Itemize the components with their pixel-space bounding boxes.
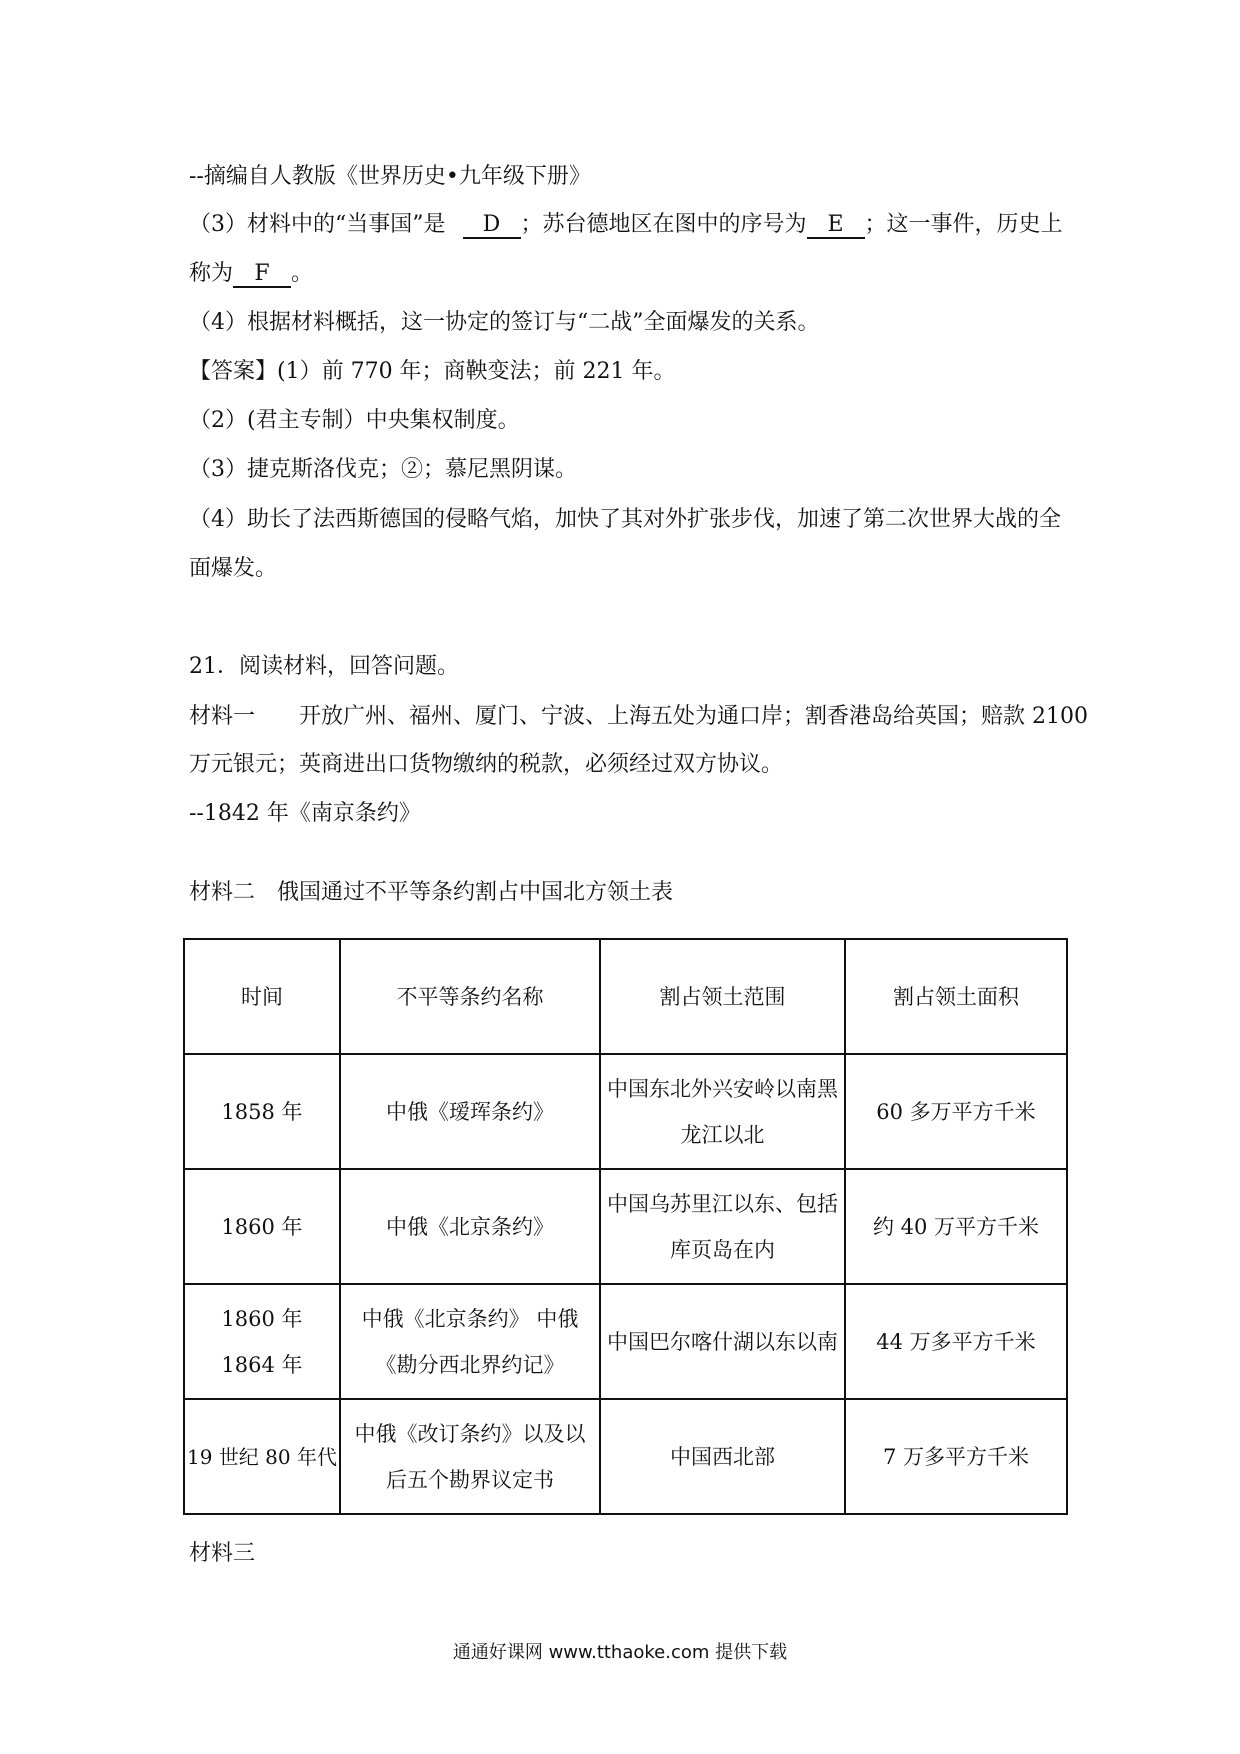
table-row	[184, 1284, 1067, 1399]
source-line: --摘编自人教版《世界历史•九年级下册》	[189, 164, 591, 189]
question-3-line2	[189, 259, 313, 289]
text: （3）材料中的“当事国”是	[189, 212, 446, 237]
material-1-line2: 万元银元；英商进出口货物缴纳的税款，必须经过双方协议。	[189, 752, 784, 777]
table-cell: 约 40 万平方千米	[845, 1169, 1067, 1284]
answer-2: （2）(君主专制）中央集权制度。	[189, 408, 520, 433]
blank-e: E	[807, 213, 865, 239]
table-cell: 19 世纪 80 年代	[184, 1399, 340, 1514]
table-cell: 1860 年 1864 年	[184, 1284, 340, 1399]
table-cell: 60 多万平方千米	[845, 1054, 1067, 1169]
material-1-line1: 材料一 开放广州、福州、厦门、宁波、上海五处为通口岸；割香港岛给英国；赔款 2100	[189, 704, 1088, 729]
table-cell: 中俄《瑷珲条约》	[340, 1054, 600, 1169]
table-row	[184, 1054, 1067, 1169]
table-cell: 中国东北外兴安岭以南黑龙江以北	[600, 1054, 845, 1169]
material-3-label: 材料三	[189, 1541, 256, 1566]
material-2-caption: 材料二 俄国通过不平等条约割占中国北方领土表	[189, 880, 674, 905]
blank-d: D	[463, 213, 521, 239]
header-cell: 时间	[184, 939, 340, 1054]
table-row	[184, 1399, 1067, 1514]
text: ；苏台德地区在图中的序号为	[520, 212, 807, 237]
table-cell: 中国巴尔喀什湖以东以南	[600, 1284, 845, 1399]
question-4: （4）根据材料概括，这一协定的签订与“二战”全面爆发的关系。	[189, 310, 820, 335]
question-21: 21．阅读材料，回答问题。	[189, 654, 459, 679]
table-row	[184, 1169, 1067, 1284]
text: 。	[291, 261, 314, 286]
table-cell: 44 万多平方千米	[845, 1284, 1067, 1399]
table-cell: 中俄《北京条约》	[340, 1169, 600, 1284]
blank-f: F	[233, 262, 291, 288]
header-cell: 割占领土面积	[845, 939, 1067, 1054]
source-line-2: --1842 年《南京条约》	[189, 801, 421, 826]
answer-1: 【答案】(1）前 770 年；商鞅变法；前 221 年。	[189, 359, 676, 384]
table-cell: 中俄《北京条约》 中俄《勘分西北界约记》	[340, 1284, 600, 1399]
question-3-line1	[189, 210, 1063, 240]
table-cell: 中俄《改订条约》以及以后五个勘界议定书	[340, 1399, 600, 1514]
table-cell: 1860 年	[184, 1169, 340, 1284]
table-cell: 中国西北部	[600, 1399, 845, 1514]
answer-4-line2: 面爆发。	[189, 556, 278, 581]
territory-table	[183, 938, 1068, 1515]
table-cell: 中国乌苏里江以东、包括库页岛在内	[600, 1169, 845, 1284]
text: 称为	[189, 261, 234, 286]
table-cell: 7 万多平方千米	[845, 1399, 1067, 1514]
footer-watermark: 通通好课网 www.tthaoke.com 提供下载	[452, 1642, 788, 1663]
table-header-row	[184, 939, 1067, 1054]
header-cell: 不平等条约名称	[340, 939, 600, 1054]
answer-4-line1: （4）助长了法西斯德国的侵略气焰，加快了其对外扩张步伐，加速了第二次世界大战的全	[189, 507, 1062, 532]
answer-3: （3）捷克斯洛伐克；②；慕尼黑阴谋。	[189, 457, 577, 482]
header-cell: 割占领土范围	[600, 939, 845, 1054]
text: ；这一事件，历史上	[864, 212, 1063, 237]
table-cell: 1858 年	[184, 1054, 340, 1169]
